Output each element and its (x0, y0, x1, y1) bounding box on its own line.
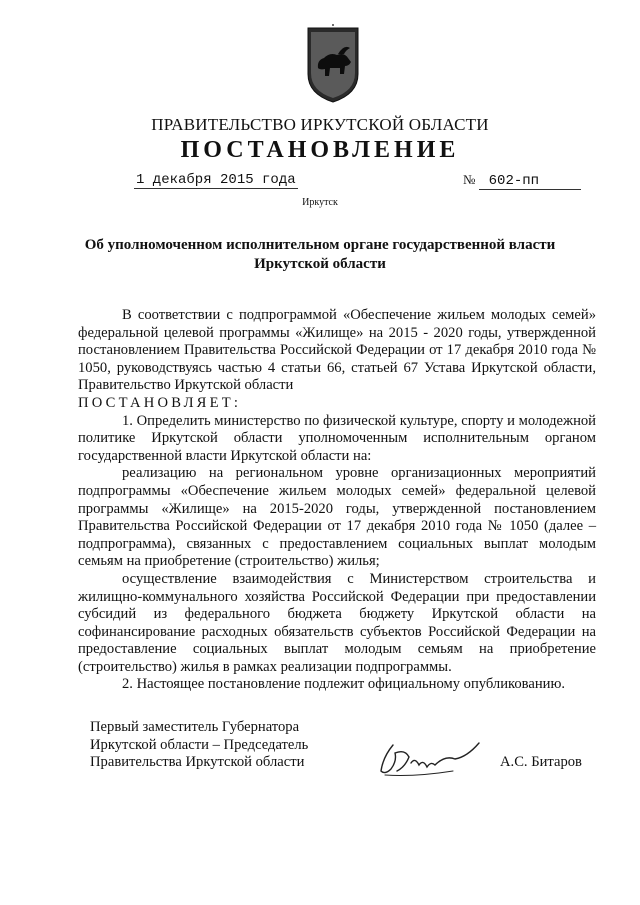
signer-position-line-2: Иркутской области – Председатель (90, 736, 309, 753)
city-name: Иркутск (302, 197, 338, 208)
item-2-paragraph: 2. Настоящее постановление подлежит официальному опубликованию. (122, 676, 566, 693)
document-body (78, 307, 596, 694)
item-1-paragraph: 1. Определить министерство по физической культуре, спорту и молодежной политике Иркутской области уполномоченным исполнительным органом государственной власти Иркутской области на: (78, 412, 596, 464)
number-sign: № (463, 172, 476, 187)
resolves-word: ПОСТАНОВЛЯЕТ: (78, 394, 242, 411)
item-1b-paragraph: осуществление взаимодействия с Министерством строительства и жилищно-коммунального хозяйства Российской Федерации при предоставлении субсидий из федерального бюджета бюджету Иркутской области на софинансирование расходных обязательств субъектов Российской Федерации на предоставление социальных выплат молодым семьям на приобретение (строительство) жилья в рамках реализации подпрограммы. (78, 570, 596, 675)
document-type: ПОСТАНОВЛЕНИЕ (180, 137, 460, 163)
decree-number: 602-пп (479, 173, 581, 190)
signer-position-line-1: Первый заместитель Губернатора (90, 719, 300, 735)
handwritten-signature-icon (375, 735, 485, 780)
heading-line-1: Об уполномоченном исполнительном органе государственной власти (84, 237, 556, 253)
document-heading (80, 236, 560, 274)
decree-number-line (463, 172, 581, 190)
item-1a-paragraph: реализацию на региональном уровне организационных мероприятий подпрограммы «Обеспечение жильем молодых семей» федеральной целевой программы «Жилище» на 2015-2020 годы, утвержденной постановлением Правительства Российской Федерации от 17 декабря 2010 года № 1050 (далее – подпрограмма), связанных с предоставлением социальных выплат молодым семьям на приобретение (строительство) жилья; (78, 465, 596, 570)
decree-date: 1 декабря 2015 года (136, 172, 296, 188)
signer-position-line-3: Правительства Иркутской области (90, 754, 305, 770)
irkutsk-coat-of-arms-icon (300, 22, 366, 106)
signer-name: А.С. Битаров (500, 754, 582, 770)
heading-line-2: Иркутской области (254, 256, 386, 272)
preamble-paragraph: В соответствии с подпрограммой «Обеспечение жильем молодых семей» федеральной целевой программы «Жилище» на 2015 - 2020 годы, утвержденной постановлением Правительства Российской Федерации от 17 декабря 2010 года № 1050, руководствуясь частью 4 статьи 66, статьей 67 Устава Иркутской области, Правительство Иркутской области (78, 307, 596, 394)
government-name: ПРАВИТЕЛЬСТВО ИРКУТСКОЙ ОБЛАСТИ (151, 115, 489, 134)
signer-position (90, 719, 308, 772)
decree-date-line (134, 172, 298, 188)
